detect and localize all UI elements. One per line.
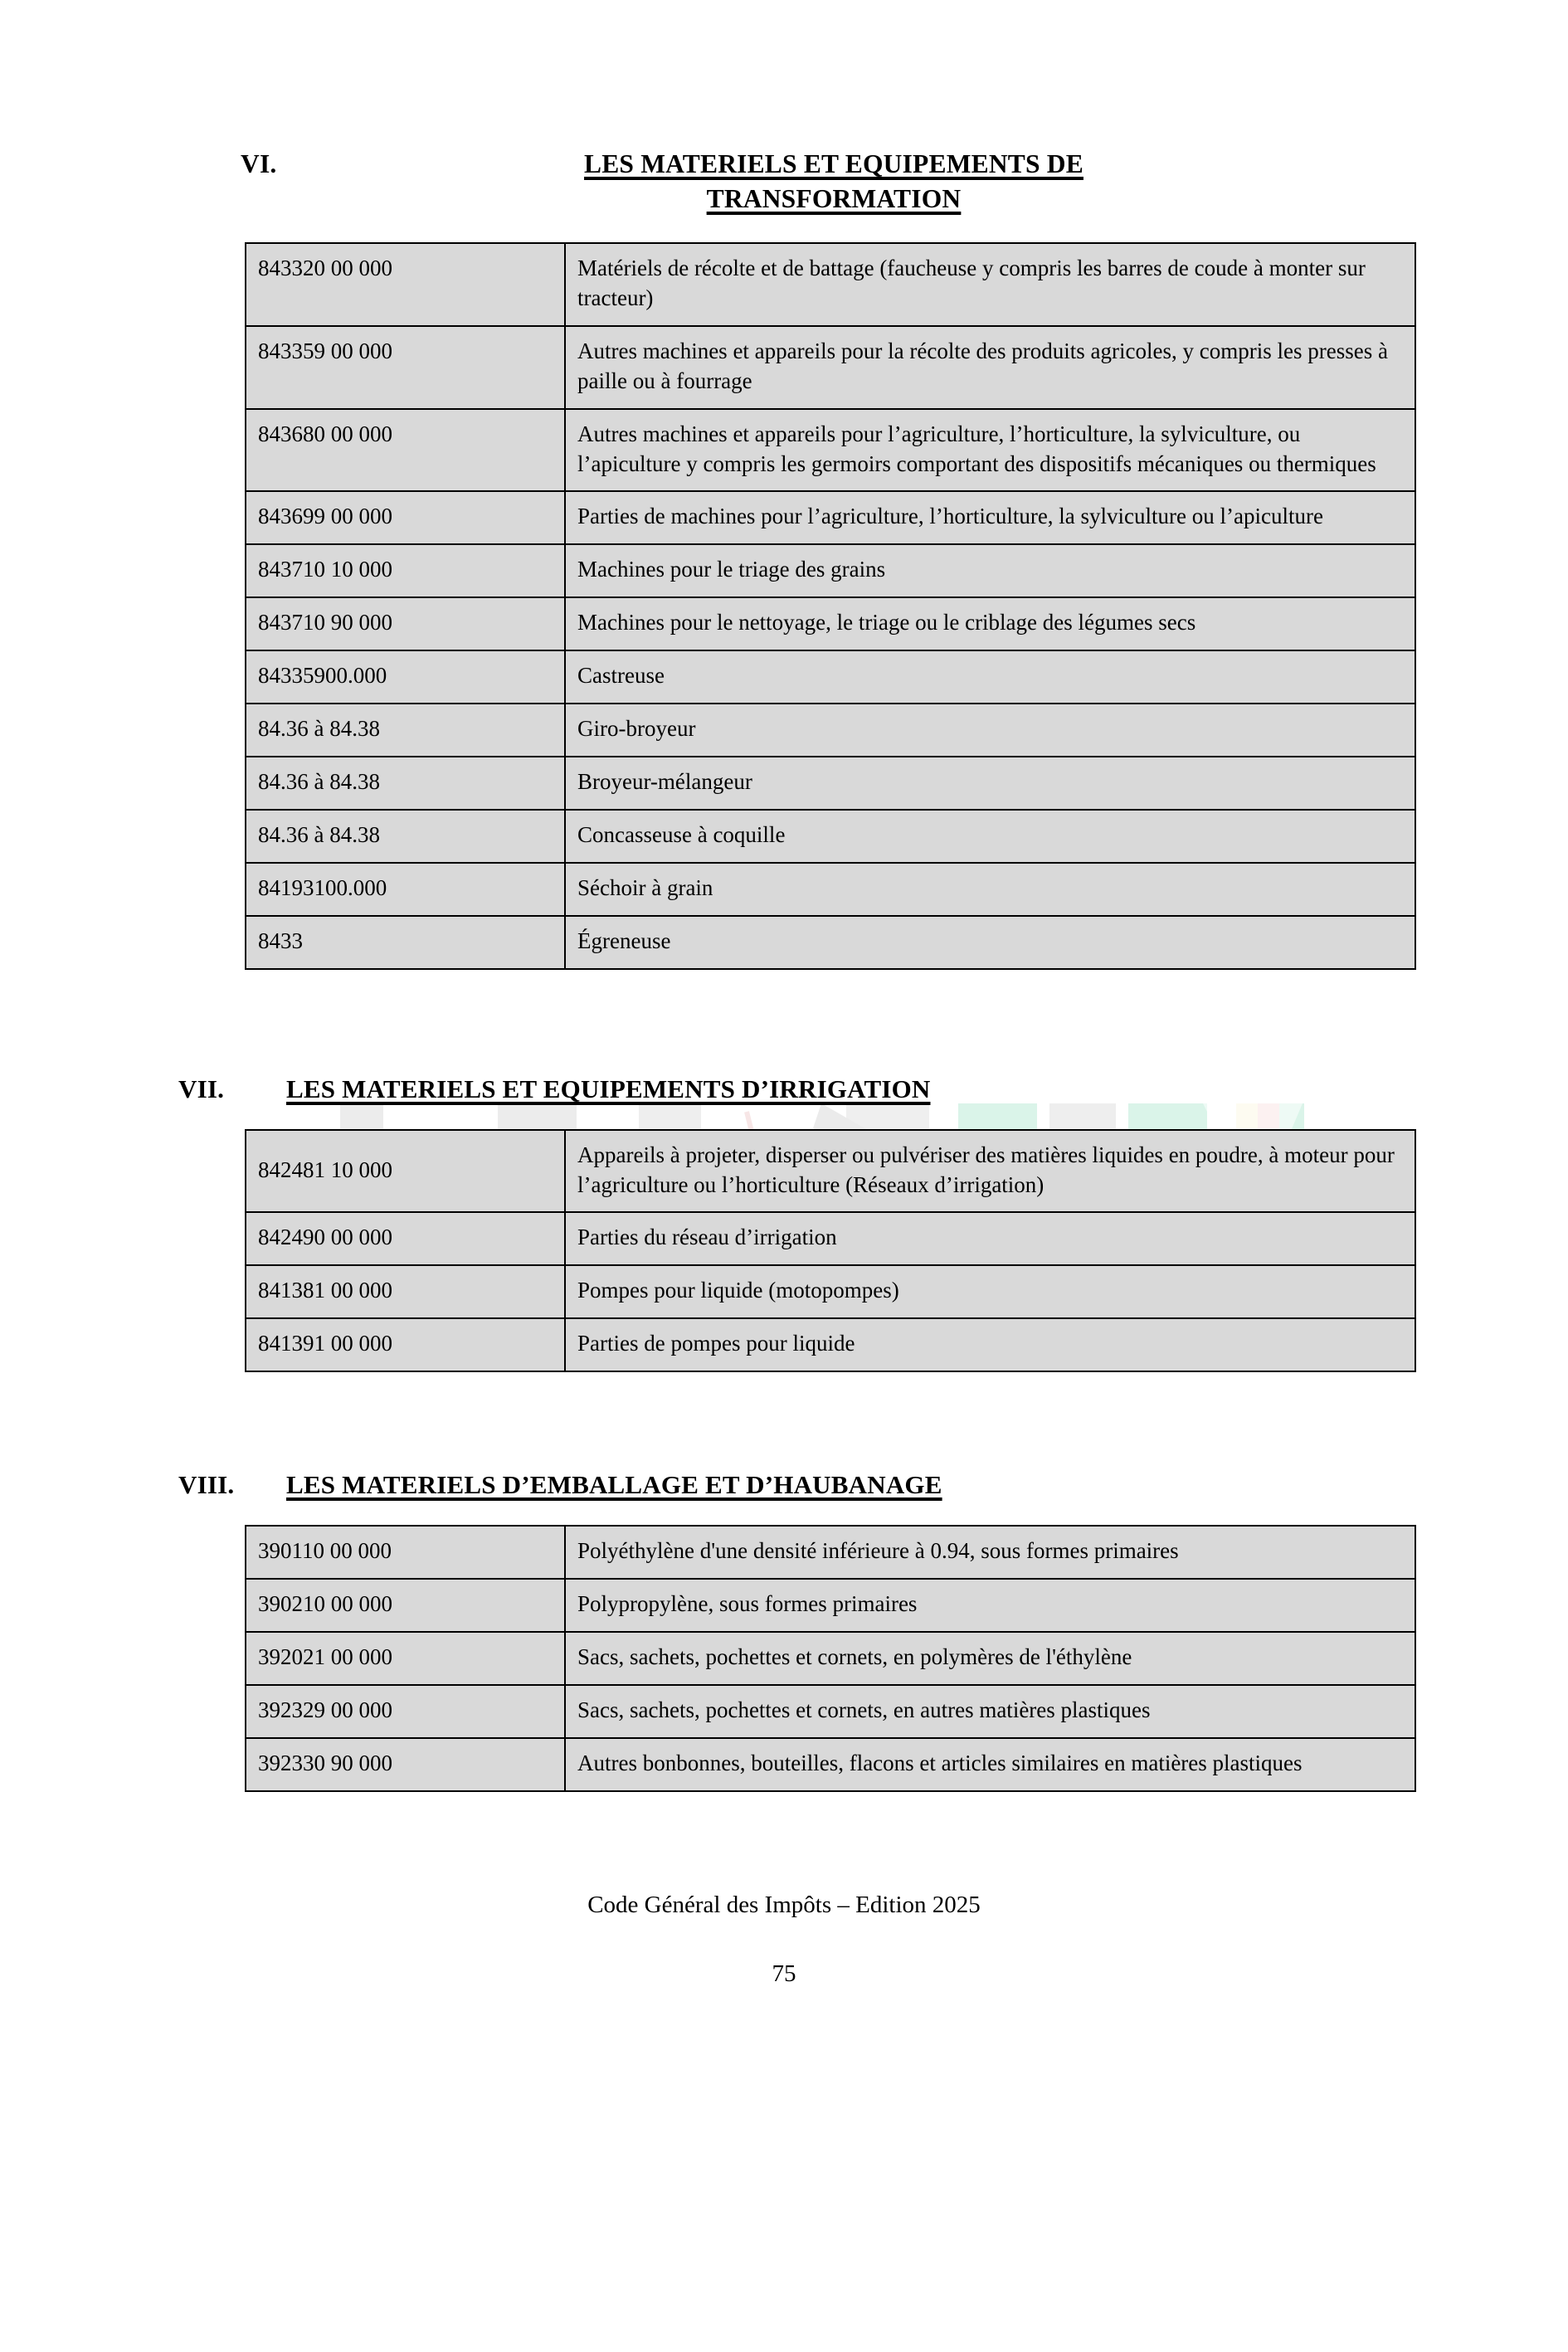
code-cell: 84335900.000 — [246, 650, 565, 704]
section-spacer — [153, 970, 1415, 1074]
description-cell: Parties du réseau d’irrigation — [565, 1212, 1415, 1265]
description-cell: Machines pour le nettoyage, le triage ou le criblage des légumes secs — [565, 597, 1415, 650]
code-cell: 841391 00 000 — [246, 1318, 565, 1371]
table-row — [246, 1212, 1415, 1265]
description-cell: Concasseuse à coquille — [565, 810, 1415, 863]
table-row — [246, 650, 1415, 704]
description-cell: Giro-broyeur — [565, 704, 1415, 757]
table-row — [246, 810, 1415, 863]
section-heading-vi — [153, 149, 1415, 214]
codes-table-vi — [245, 242, 1416, 970]
table-row — [246, 491, 1415, 544]
table-row — [246, 1130, 1415, 1213]
code-cell: 841381 00 000 — [246, 1265, 565, 1318]
table-row — [246, 1738, 1415, 1791]
table-row — [246, 704, 1415, 757]
section-title-vi-line2: TRANSFORMATION — [706, 184, 962, 213]
section-number-vi: VI. — [241, 149, 277, 178]
description-cell: Sacs, sachets, pochettes et cornets, en polymères de l'éthylène — [565, 1632, 1415, 1685]
table-row — [246, 1632, 1415, 1685]
section-title-viii — [286, 1470, 1415, 1500]
section-title-viii-line1: LES MATERIELS D’EMBALLAGE ET D’HAUBANAGE — [286, 1470, 942, 1500]
code-cell: 392021 00 000 — [246, 1632, 565, 1685]
description-cell: Autres machines et appareils pour l’agriculture, l’horticulture, la sylviculture, ou l’apiculture y compris les germoirs comportant des dispositifs mécaniques ou thermiques — [565, 409, 1415, 492]
code-cell: 843710 90 000 — [246, 597, 565, 650]
code-cell: 390110 00 000 — [246, 1526, 565, 1579]
code-cell: 84193100.000 — [246, 863, 565, 916]
section-title-vii — [286, 1074, 1415, 1104]
section-number-vii: VII. — [178, 1074, 225, 1103]
code-cell: 843680 00 000 — [246, 409, 565, 492]
table-row — [246, 409, 1415, 492]
section-heading-viii — [153, 1470, 1415, 1500]
section-title-vi-line1: LES MATERIELS ET EQUIPEMENTS DE — [584, 149, 1083, 178]
code-cell: 843320 00 000 — [246, 243, 565, 326]
code-cell: 842481 10 000 — [246, 1130, 565, 1213]
code-cell: 842490 00 000 — [246, 1212, 565, 1265]
description-cell: Appareils à projeter, disperser ou pulvériser des matières liquides en poudre, à moteur pour l’agriculture ou l’horticulture (Réseaux d’irrigation) — [565, 1130, 1415, 1213]
table-row — [246, 326, 1415, 409]
description-cell: Pompes pour liquide (motopompes) — [565, 1265, 1415, 1318]
description-cell: Égreneuse — [565, 916, 1415, 969]
code-cell: 843699 00 000 — [246, 491, 565, 544]
table-row — [246, 916, 1415, 969]
table-row — [246, 757, 1415, 810]
description-cell: Autres machines et appareils pour la récolte des produits agricoles, y compris les presses à paille ou à fourrage — [565, 326, 1415, 409]
table-row — [246, 1579, 1415, 1632]
section-spacer — [153, 1372, 1415, 1470]
section-heading-vii — [153, 1074, 1415, 1104]
code-cell: 84.36 à 84.38 — [246, 810, 565, 863]
table-row — [246, 544, 1415, 597]
description-cell: Polyéthylène d'une densité inférieure à 0.94, sous formes primaires — [565, 1526, 1415, 1579]
code-cell: 843710 10 000 — [246, 544, 565, 597]
description-cell: Matériels de récolte et de battage (faucheuse y compris les barres de coude à monter sur tracteur) — [565, 243, 1415, 326]
codes-table-vii — [245, 1129, 1416, 1373]
code-cell: 392329 00 000 — [246, 1685, 565, 1738]
description-cell: Machines pour le triage des grains — [565, 544, 1415, 597]
description-cell: Polypropylène, sous formes primaires — [565, 1579, 1415, 1632]
codes-table-viii — [245, 1525, 1416, 1792]
table-row — [246, 1685, 1415, 1738]
section-title-vi — [253, 149, 1415, 214]
description-cell: Parties de machines pour l’agriculture, l’horticulture, la sylviculture ou l’apiculture — [565, 491, 1415, 544]
page-number: 75 — [772, 1960, 796, 1987]
code-cell: 8433 — [246, 916, 565, 969]
code-cell: 392330 90 000 — [246, 1738, 565, 1791]
table-row — [246, 1526, 1415, 1579]
code-cell: 843359 00 000 — [246, 326, 565, 409]
table-row — [246, 1318, 1415, 1371]
page-footer: Code Général des Impôts – Edition 2025 — [587, 1891, 981, 1918]
table-row — [246, 243, 1415, 326]
description-cell: Sacs, sachets, pochettes et cornets, en autres matières plastiques — [565, 1685, 1415, 1738]
section-title-vii-line1: LES MATERIELS ET EQUIPEMENTS D’IRRIGATION — [286, 1074, 931, 1103]
table-row — [246, 597, 1415, 650]
description-cell: Broyeur-mélangeur — [565, 757, 1415, 810]
section-number-viii: VIII. — [178, 1470, 235, 1500]
description-cell: Séchoir à grain — [565, 863, 1415, 916]
description-cell: Autres bonbonnes, bouteilles, flacons et articles similaires en matières plastiques — [565, 1738, 1415, 1791]
code-cell: 84.36 à 84.38 — [246, 704, 565, 757]
code-cell: 390210 00 000 — [246, 1579, 565, 1632]
table-row — [246, 1265, 1415, 1318]
code-cell: 84.36 à 84.38 — [246, 757, 565, 810]
description-cell: Castreuse — [565, 650, 1415, 704]
description-cell: Parties de pompes pour liquide — [565, 1318, 1415, 1371]
table-row — [246, 863, 1415, 916]
